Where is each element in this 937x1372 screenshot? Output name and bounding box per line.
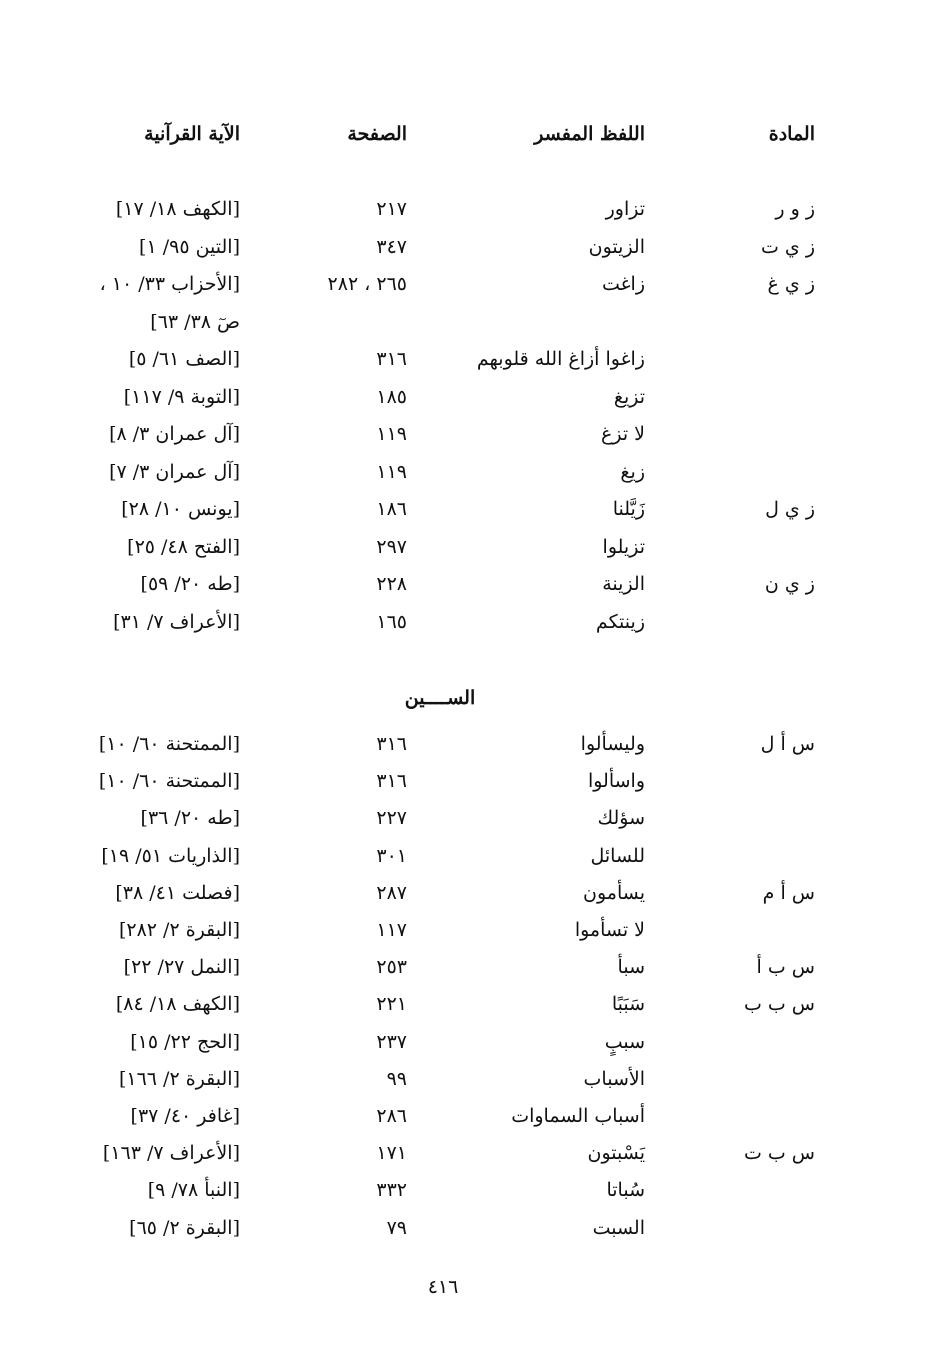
table-row: [0, 802, 937, 839]
entry-word: يَسْبتون: [587, 1142, 645, 1165]
page-number: ٤١٦: [427, 1276, 459, 1298]
entry-page: ١٨٦: [376, 498, 407, 520]
entry-page: ٢٣٧: [376, 1030, 407, 1053]
entry-page: ٢٦٥ ، ٢٨٢: [327, 273, 407, 295]
table-row: [0, 343, 937, 380]
entry-page: ٣١٦: [376, 770, 407, 793]
entry-ayah: [الممتحنة ٦٠/ ١٠]: [98, 733, 240, 755]
entry-ayah: [الكهف ١٨/ ١٧]: [115, 198, 240, 220]
table-header: [0, 118, 937, 155]
entry-page: ٢٨٧: [376, 881, 407, 904]
entry-word: زاغوا أزاغ الله قلوبهم: [476, 348, 645, 370]
entry-word: تزيغ: [613, 385, 645, 408]
entry-ayah: [الصف ٦١/ ٥]: [128, 348, 240, 370]
entry-page: ١١٧: [376, 919, 407, 941]
entry-word: زينتكم: [595, 610, 645, 633]
entry-word: يسأمون: [583, 881, 645, 904]
entry-page: ١١٩: [376, 460, 407, 483]
entry-word: سَبَبًا: [611, 993, 645, 1016]
entry-root: س ب ت: [743, 1142, 815, 1165]
entry-ayah: [الذاريات ٥١/ ١٩]: [101, 844, 240, 867]
entry-word: تزاور: [605, 198, 645, 220]
entry-word: تزيلوا: [602, 535, 645, 558]
entry-word: سُباتا: [606, 1179, 645, 1202]
entry-ayah: [الممتحنة ٦٠/ ١٠]: [98, 770, 240, 793]
table-row: [0, 606, 937, 643]
entry-page: ٢٢١: [376, 993, 407, 1016]
entry-ayah: [فصلت ٤١/ ٣٨]: [115, 881, 240, 904]
entry-root: س أ م: [762, 881, 815, 904]
entry-ayah: [الأعراف ٧/ ١٦٣]: [102, 1142, 240, 1165]
table-row: [0, 1137, 937, 1174]
entry-page: ٣٠١: [376, 844, 407, 867]
entry-root: س ب ب: [743, 993, 815, 1016]
table-row: [0, 306, 937, 343]
header-ayah: الآية القرآنية: [144, 123, 240, 145]
entry-page: ٢٢٨: [376, 573, 407, 595]
table-row: [0, 193, 937, 230]
entry-ayah: [الحج ٢٢/ ١٥]: [130, 1030, 240, 1053]
table-row: [0, 914, 937, 951]
header-page: الصفحة: [347, 123, 407, 145]
entry-word: سببٍ: [604, 1030, 645, 1053]
entry-ayah: [الفتح ٤٨/ ٢٥]: [127, 535, 240, 558]
entry-word: زاغت: [601, 273, 645, 295]
entry-word: لا تزغ: [601, 423, 645, 445]
table-row: [0, 988, 937, 1025]
entry-page: ٢٥٣: [376, 956, 407, 979]
entry-ayah: [طه ٢٠/ ٣٦]: [140, 807, 240, 830]
table-row: [0, 1063, 937, 1100]
entry-word: للسائل: [590, 844, 645, 867]
entry-root: ز و ر: [775, 198, 815, 220]
entry-word: السبت: [592, 1216, 645, 1239]
table-row: [0, 418, 937, 455]
entry-page: ٩٩: [386, 1067, 407, 1090]
table-row: [0, 231, 937, 268]
entry-root: ز ي ت: [760, 235, 815, 258]
entry-word: واسألوا: [587, 770, 645, 793]
table-row: [0, 531, 937, 568]
entry-page: ١٨٥: [376, 385, 407, 408]
table-row: [0, 840, 937, 877]
entry-word: أسباب السماوات: [511, 1105, 645, 1127]
table-row: [0, 1212, 937, 1249]
section-title-sin: الســــين: [404, 687, 476, 709]
entry-ayah: [آل عمران ٣/ ٧]: [109, 460, 240, 483]
entry-page: ٣٤٧: [376, 235, 407, 258]
entry-root: س ب أ: [756, 956, 815, 979]
entry-ayah: [التوبة ٩/ ١١٧]: [123, 385, 240, 408]
entry-ayah: [البقرة ٢/ ٦٥]: [129, 1216, 240, 1239]
entry-ayah: [يونس ١٠/ ٢٨]: [121, 498, 240, 520]
table-row: [0, 1026, 937, 1063]
entry-ayah: [الأحزاب ٣٣/ ١٠ ،: [99, 273, 240, 295]
entry-word: الزينة: [602, 573, 645, 595]
entry-page: ١٧١: [376, 1142, 407, 1165]
entry-page: ٣١٦: [376, 348, 407, 370]
table-row: [0, 1174, 937, 1211]
entry-ayah: [النمل ٢٧/ ٢٢]: [123, 956, 240, 979]
entry-ayah: [النبأ ٧٨/ ٩]: [147, 1179, 240, 1202]
entry-ayah: [غافر ٤٠/ ٣٧]: [130, 1105, 240, 1127]
table-row: [0, 951, 937, 988]
entry-root: ز ي ل: [765, 498, 815, 520]
entry-page: ٢١٧: [376, 198, 407, 220]
table-row: [0, 381, 937, 418]
entry-page: ٧٩: [386, 1216, 407, 1239]
table-row: [0, 456, 937, 493]
table-row: [0, 568, 937, 605]
entry-root: ز ي غ: [767, 273, 815, 295]
table-row: [0, 493, 937, 530]
header-root: المادة: [768, 123, 815, 145]
entry-word: وليسألوا: [580, 733, 645, 755]
entry-word: لا تسأموا: [574, 919, 645, 941]
entry-page: ٢٩٧: [376, 535, 407, 558]
entry-page: ١٦٥: [376, 610, 407, 633]
entry-word: زيغ: [620, 460, 645, 483]
entry-ayah: [البقرة ٢/ ١٦٦]: [118, 1067, 240, 1090]
entry-page: ٣١٦: [376, 733, 407, 755]
entry-page: ٢٢٧: [376, 807, 407, 830]
entry-page: ٣٣٢: [376, 1179, 407, 1202]
entry-page: ٢٨٦: [376, 1105, 407, 1127]
entry-ayah: [طه ٢٠/ ٥٩]: [140, 573, 240, 595]
entry-root: ز ي ن: [764, 573, 815, 595]
table-row: [0, 1100, 937, 1137]
entry-ayah: [الأعراف ٧/ ٣١]: [113, 610, 240, 633]
entry-ayah: [آل عمران ٣/ ٨]: [109, 423, 240, 445]
entry-word: سؤلك: [597, 807, 645, 830]
entry-ayah: صٓ ٣٨/ ٦٣]: [150, 310, 240, 333]
entry-ayah: [الكهف ١٨/ ٨٤]: [115, 993, 240, 1016]
entry-word: زَيَّلنا: [612, 498, 645, 520]
table-row: [0, 268, 937, 305]
entry-word: سبأ: [617, 956, 645, 979]
header-word: اللفظ المفسر: [534, 123, 645, 145]
entry-ayah: [البقرة ٢/ ٢٨٢]: [118, 919, 240, 941]
table-row: [0, 877, 937, 914]
table-row: [0, 765, 937, 802]
entry-ayah: [التين ٩٥/ ١]: [139, 235, 240, 258]
table-row: [0, 728, 937, 765]
entry-word: الزيتون: [588, 235, 645, 258]
entry-page: ١١٩: [376, 423, 407, 445]
entry-root: س أ ل: [760, 733, 815, 755]
entry-word: الأسباب: [583, 1067, 645, 1090]
